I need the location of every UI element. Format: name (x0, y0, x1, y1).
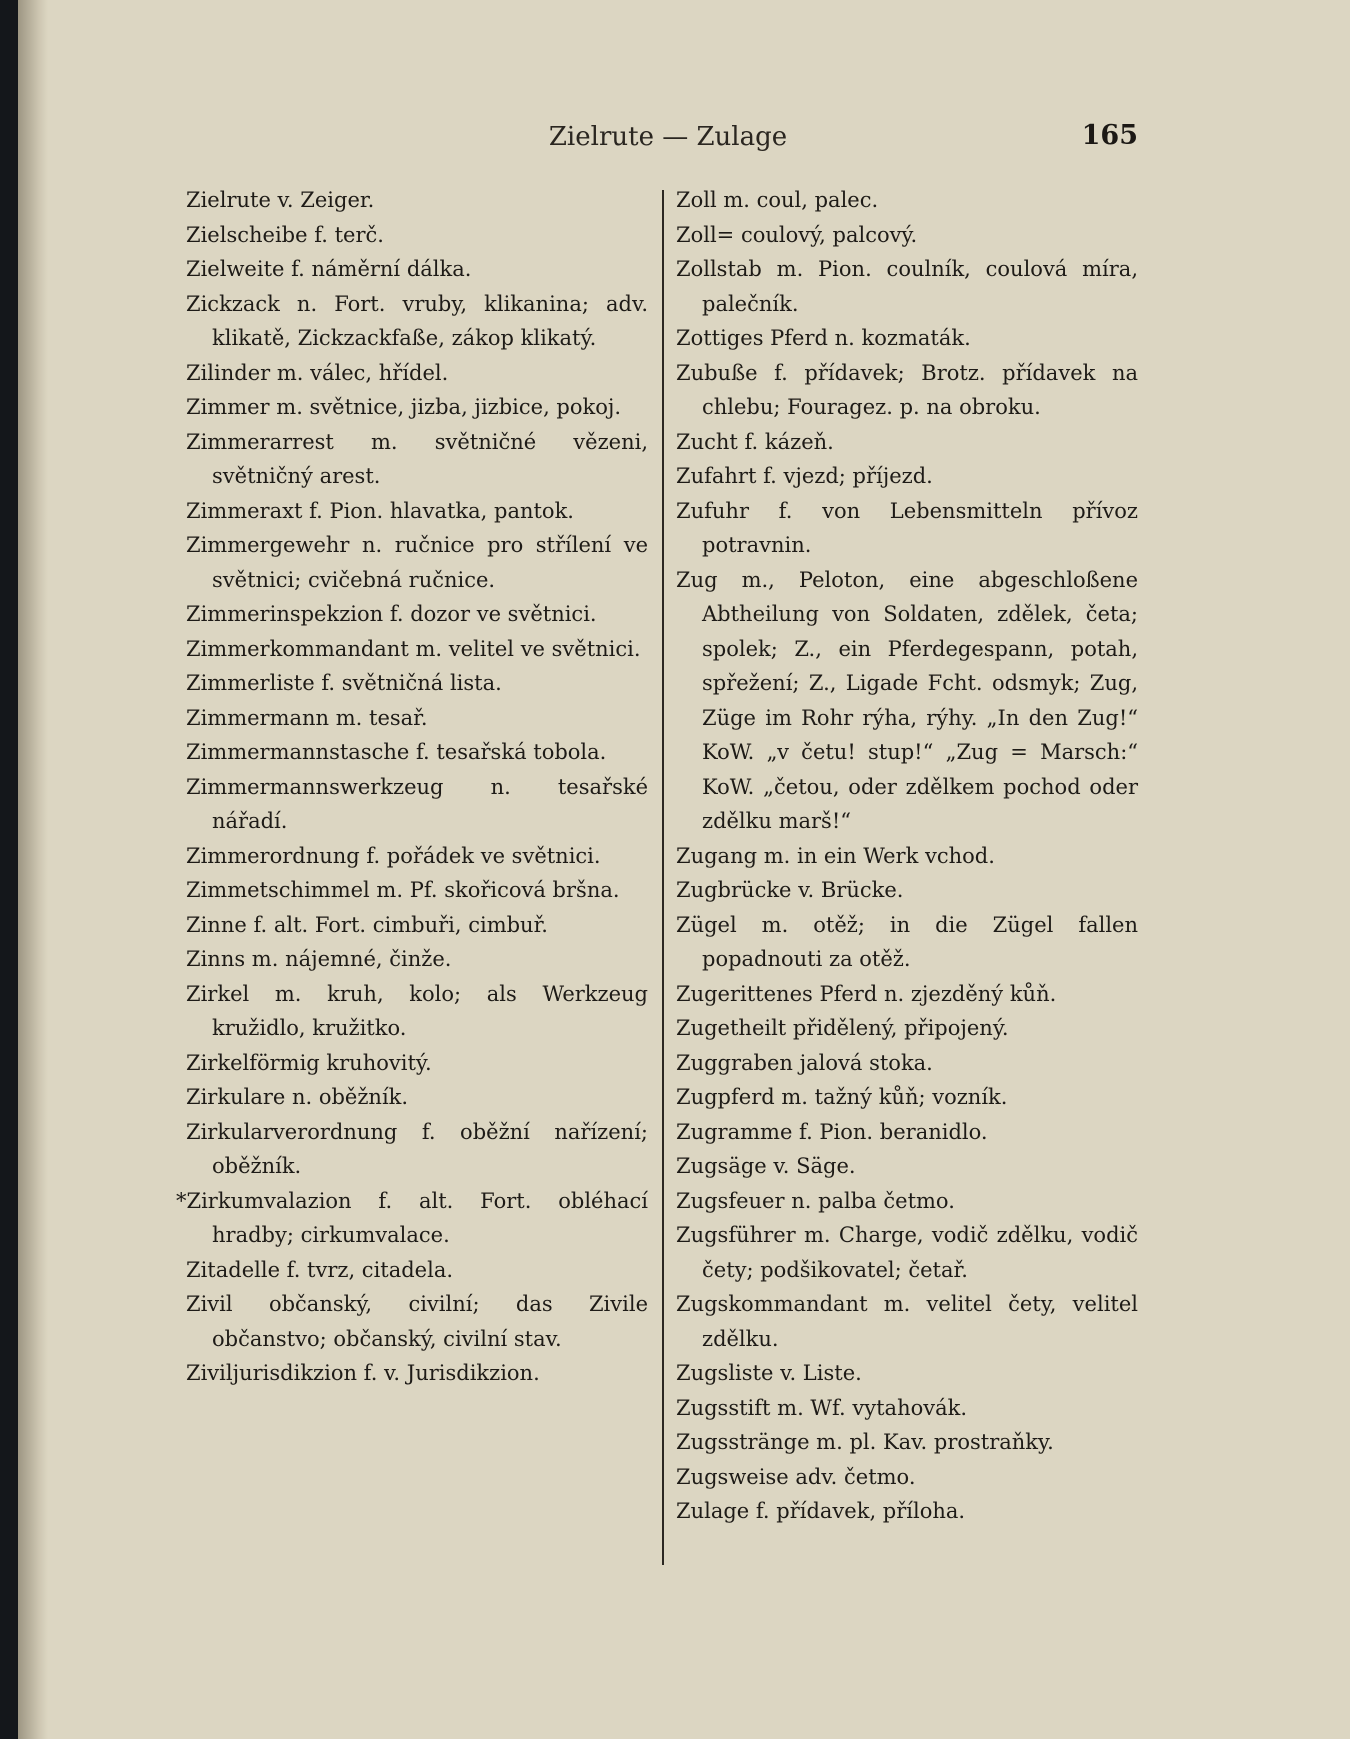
dictionary-entry: Zubuße f. přídavek; Brotz. přídavek na chlebu; Fouragez. p. na obroku. (676, 360, 1138, 419)
dictionary-entry: Zugsführer m. Charge, vodič zdělku, vodič čety; podšikovatel; četař. (676, 1223, 1138, 1282)
dictionary-entry: Zugsweise adv. četmo. (676, 1464, 916, 1489)
book-spine-shadow (18, 0, 48, 1739)
asterisk-marker: * (176, 1188, 187, 1213)
dictionary-entry: Zugpferd m. tažný kůň; vozník. (676, 1085, 1008, 1109)
dictionary-entry: Zugerittenes Pferd n. zjezděný kůň. (676, 981, 1057, 1006)
dictionary-entry: Zugskommandant m. velitel čety, velitel zdělku. (676, 1292, 1138, 1351)
dictionary-entry: Zinne f. alt. Fort. cimbuři, cimbuř. (186, 912, 548, 937)
dictionary-entry: Zugsäge v. Säge. (676, 1154, 856, 1178)
dictionary-entry: Zimmer m. světnice, jizba, jizbice, pokoj. (186, 395, 622, 419)
dictionary-entry: Zollstab m. Pion. coulník, coulová míra, palečník. (676, 257, 1138, 316)
dictionary-entry: Zielweite f. náměrní dálka. (186, 257, 472, 281)
dictionary-entry: Zirkulare n. oběžník. (186, 1085, 409, 1109)
dictionary-entry: Zimmergewehr n. ručnice pro střílení ve světnici; cvičebná ručnice. (186, 533, 648, 592)
right-column (676, 183, 1138, 1529)
dictionary-entry: Zugang m. in ein Werk vchod. (676, 843, 995, 868)
column-divider (662, 190, 664, 1565)
dictionary-entry: Zimmeraxt f. Pion. hlavatka, pantok. (186, 498, 574, 523)
dictionary-entry: Zilinder m. válec, hřídel. (186, 360, 449, 385)
dictionary-entry: Zugsfeuer n. palba četmo. (676, 1188, 955, 1213)
dictionary-entry: Zoll= coulový, palcový. (676, 222, 918, 247)
dictionary-entry: Zimmerliste f. světničná lista. (186, 671, 502, 695)
dictionary-entry: Zimmermannstasche f. tesařská tobola. (186, 740, 607, 764)
dictionary-entry: Zickzack n. Fort. vruby, klikanina; adv. klikatě, Zickzackfaße, zákop klikatý. (186, 291, 648, 350)
dictionary-entry: Zugramme f. Pion. beranidlo. (676, 1119, 988, 1144)
dictionary-entry: Zugsstränge m. pl. Kav. prostraňky. (676, 1430, 1054, 1454)
dictionary-entry: Zielscheibe f. terč. (186, 222, 384, 247)
dictionary-entry: Zimmerinspekzion f. dozor ve světnici. (186, 602, 597, 626)
dictionary-entry: Zimmerordnung f. pořádek ve světnici. (186, 843, 601, 868)
entry-text: Zirkumvalazion f. alt. Fort. obléhací hradby; cirkumvalace. (186, 1188, 648, 1247)
dictionary-entry: Zimmerarrest m. světničné vězeni, světničný arest. (186, 429, 648, 488)
dictionary-entry: Zitadelle f. tvrz, citadela. (186, 1257, 454, 1282)
dictionary-entry: Zielrute v. Zeiger. (186, 188, 375, 212)
dictionary-entry: Zug m., Peloton, eine abgeschloßene Abtheilung von Soldaten, zdělek, četa; spolek; Z., ein Pferdegespann, potah, spřežení; Z., Ligade Fcht. odsmyk; Zug, Züge im Rohr rýha, rýhy. „In den Zug!“ KoW. „v četu! stup!“ „Zug = Marsch:“ KoW. „četou, oder zdělkem pochod oder zdělku marš!“ (676, 567, 1138, 833)
dictionary-entry: Zivil občanský, civilní; das Zivile občanstvo; občanský, civilní stav. (186, 1292, 648, 1351)
dictionary-entry: Zirkularverordnung f. oběžní nařízení; oběžník. (186, 1119, 648, 1178)
dictionary-entry: Zirkelförmig kruhovitý. (186, 1050, 432, 1075)
dictionary-entry: Zimmermannswerkzeug n. tesařské nářadí. (186, 774, 648, 833)
dictionary-entry: Zugbrücke v. Brücke. (676, 878, 904, 902)
left-column (176, 183, 648, 1391)
dictionary-entry: Zügel m. otěž; in die Zügel fallen popadnouti za otěž. (676, 912, 1138, 971)
running-header: Zielrute — Zulage (548, 122, 788, 152)
dictionary-entry-starred (176, 1184, 648, 1253)
dictionary-entry: Zulage f. přídavek, příloha. (676, 1499, 966, 1523)
dictionary-entry: Ziviljurisdikzion f. v. Jurisdikzion. (186, 1361, 540, 1385)
dictionary-entry: Zugsliste v. Liste. (676, 1361, 862, 1385)
dictionary-entry: Zugetheilt přidělený, připojený. (676, 1016, 1009, 1040)
dictionary-entry: Zuggraben jalová stoka. (676, 1050, 933, 1075)
dictionary-entry: Zottiges Pferd n. kozmaták. (676, 326, 971, 350)
dictionary-entry: Zugsstift m. Wf. vytahovák. (676, 1395, 968, 1420)
dictionary-entry: Zufahrt f. vjezd; příjezd. (676, 464, 933, 488)
dictionary-entry: Zufuhr f. von Lebensmitteln přívoz potravnin. (676, 498, 1138, 557)
dictionary-entry: Zucht f. kázeň. (676, 429, 834, 454)
page-number: 165 (1081, 120, 1138, 151)
dictionary-entry: Zimmerkommandant m. velitel ve světnici. (186, 636, 641, 661)
dictionary-entry: Zinns m. nájemné, činže. (186, 947, 452, 971)
dictionary-page (18, 0, 1350, 1739)
dictionary-entry: Zoll m. coul, palec. (676, 188, 879, 212)
dictionary-entry: Zimmetschimmel m. Pf. skořicová bršna. (186, 878, 620, 902)
dictionary-entry: Zirkel m. kruh, kolo; als Werkzeug kružidlo, kružitko. (186, 981, 648, 1040)
dictionary-entry: Zimmermann m. tesař. (186, 705, 428, 730)
